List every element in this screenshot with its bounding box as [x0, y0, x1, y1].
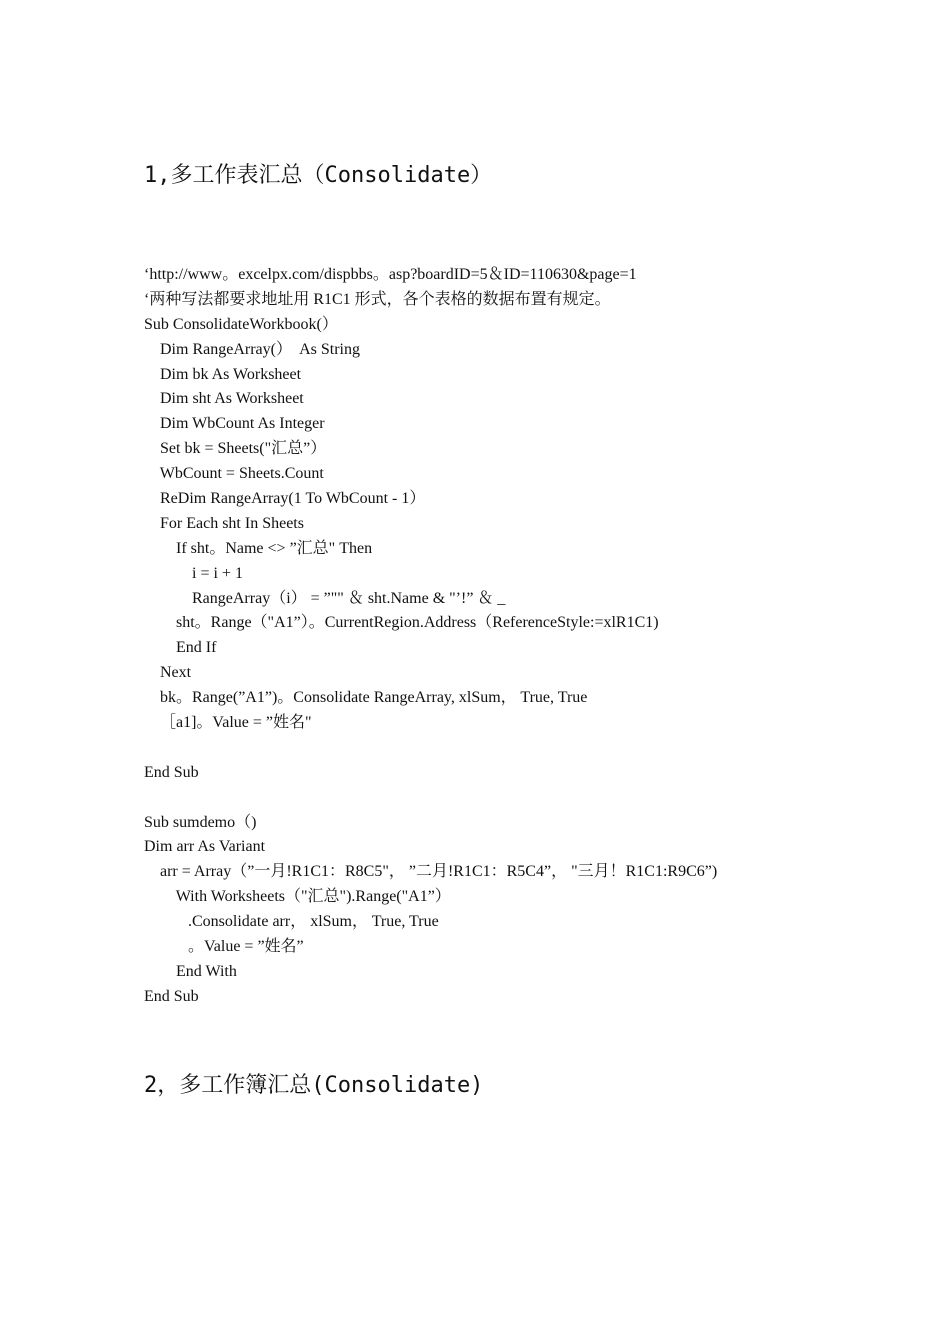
code-line: Dim RangeArray(） As String [144, 340, 360, 358]
code-line: End Sub [144, 987, 199, 1005]
code-line: Dim bk As Worksheet [144, 365, 302, 383]
code-line: Dim WbCount As Integer [144, 415, 325, 433]
code-line [144, 786, 904, 811]
code-line: i = i + 1 [144, 564, 243, 582]
code-line: arr = Array（”一月!R1C1：R8C5"， ”二月!R1C1：R5C4”， "三月！R1C1:R9C6”) [144, 863, 718, 881]
code-line: ‘http://www。excelpx.com/dispbbs。asp?boardID=5＆ID=110630&page=1 [144, 266, 637, 283]
section-heading-2: 2，多工作簿汇总(Consolidate) [144, 1073, 484, 1098]
vba-code-block [144, 263, 904, 1010]
section-heading-1: 1,多工作表汇总（Consolidate） [144, 163, 493, 188]
code-line: .Consolidate arr， xlSum， True, True [144, 913, 439, 931]
code-line: WbCount = Sheets.Count [144, 465, 324, 483]
code-line [144, 736, 904, 761]
code-line: sht。Range（"A1”）。CurrentRegion.Address（ReferenceStyle:=xlR1C1) [144, 614, 659, 632]
code-line: End Sub [144, 763, 199, 781]
code-line: Dim sht As Worksheet [144, 390, 304, 408]
code-line: If sht。Name <> ”汇总" Then [144, 539, 373, 557]
code-line: End If [144, 639, 217, 657]
code-line: For Each sht In Sheets [144, 514, 304, 532]
code-line: Next [144, 664, 192, 682]
code-line: ReDim RangeArray(1 To WbCount - 1） [144, 490, 426, 508]
code-line: End With [144, 962, 237, 980]
code-line: bk。Range(”A1”)。Consolidate RangeArray, xlSum， True, True [144, 689, 588, 707]
code-line: Set bk = Sheets("汇总”） [144, 440, 327, 458]
code-line: ‘两种写法都要求地址用 R1C1 形式，各个表格的数据布置有规定。 [144, 290, 611, 308]
code-line: ［a1]。Value = ”姓名" [144, 714, 312, 732]
code-line: Sub sumdemo（) [144, 813, 257, 831]
code-line: Sub ConsolidateWorkbook(） [144, 315, 338, 333]
code-line: Dim arr As Variant [144, 838, 266, 856]
code-line: With Worksheets（"汇总").Range("A1”） [144, 888, 451, 906]
code-line: RangeArray（i） = ”"" ＆ sht.Name & "’!” ＆ _ [144, 589, 506, 607]
code-line: 。Value = ”姓名” [144, 938, 304, 956]
